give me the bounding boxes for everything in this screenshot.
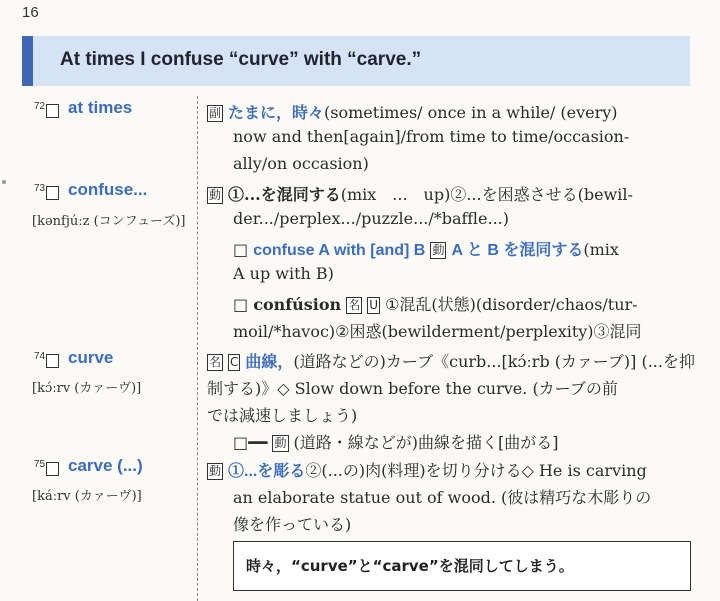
definition-text: (mix [583,240,619,259]
definition-highlight: ①...を混同する [228,185,341,204]
definition-highlight: たまに，時々 [228,105,325,122]
part-of-speech-tag: 副 [209,106,222,120]
definition-highlight: 曲線， [245,354,294,371]
definition-line: では減速しましょう) [207,406,358,425]
part-of-speech-tag: 名 [209,355,222,369]
checkbox-icon [46,354,59,368]
countability-tag: U [369,298,379,312]
bullet-square-icon: □ [233,433,249,452]
definition-line [207,182,633,205]
derivative-line [233,292,638,315]
part-of-speech-tag: 名 [348,298,361,312]
definition-line: an elaborate statue out of wood. (彼は精巧な木彫りの [233,488,652,507]
repeat-dash: ━━ [248,433,268,452]
entry-number: 72 [34,101,46,112]
derivative-word: confúsion [253,295,342,314]
bullet-square-icon: □ [233,295,249,314]
checkbox-icon [46,104,59,118]
part-of-speech-tag: 動 [432,243,445,257]
pronunciation: [kɔ́ːrv (カァーヴ)] [32,381,142,396]
definition-line [207,349,695,372]
part-of-speech-tag: 動 [209,188,222,202]
entry-number: 73 [34,183,46,194]
definition-text: ①混乱(状態)(disorder/chaos/tur- [385,295,638,314]
idiom-phrase: confuse A with [and] B [253,242,426,259]
checkbox-icon [46,462,59,476]
headword: confuse... [68,180,148,199]
headword: carve (...) [68,456,143,475]
definition-line [207,458,647,481]
definition-text: (mix ... up)②...を困惑させる(bewil- [340,185,633,204]
idiom-line [233,237,619,260]
definition-line: now and then[again]/from time to time/occasion- [233,127,630,146]
definition-line: moil/*havoc)②困惑(bewilderment/perplexity)③混同 [233,322,642,341]
title-bar [22,36,690,86]
translation-box [233,541,691,591]
definition-text: (道路・線などが)曲線を描く[曲がる] [293,433,559,452]
bullet-square-icon: □ [233,240,249,259]
entry-number: 74 [34,351,46,362]
column-divider [197,96,198,601]
countability-tag: C [230,355,239,369]
definition-line: ally/on occasion) [233,154,369,173]
definition-line: 制する)》◇ Slow down before the curve. (カーブの前 [207,379,618,398]
derivative-line [233,430,558,453]
definition-line [207,100,618,123]
pronunciation: [kənfjúːz (コンフューズ)] [32,214,186,229]
margin-mark [2,180,6,184]
title-accent-bar [22,36,33,86]
entry-number: 75 [34,459,46,470]
part-of-speech-tag: 動 [209,464,222,478]
page-title: At times I confuse “curve” with “carve.” [60,49,422,70]
headword: curve [68,348,114,367]
definition-text: ②(...の)肉(料理)を切り分ける◇ He is carving [305,461,647,480]
translation-text: 時々，“curve”と“carve”を混同してしまう。 [246,557,574,575]
idiom-meaning: A と B を混同する [451,242,584,259]
definition-line: A up with B) [233,264,334,283]
headword: at times [68,98,133,117]
definition-highlight: ①...を彫る [228,463,306,480]
definition-text: (道路などの)カーブ《curb...[kɔ́ːrb (カァーブ)] (...を抑 [293,352,695,371]
part-of-speech-tag: 動 [274,436,287,450]
page-number: 16 [22,4,39,21]
definition-line: 像を作っている) [233,515,352,534]
definition-text: (sometimes/ once in a while/ (every) [324,103,618,122]
checkbox-icon [46,186,59,200]
definition-line: der.../perplex.../puzzle.../*baffle...) [233,209,509,228]
pronunciation: [káːrv (カァーヴ)] [32,489,142,504]
